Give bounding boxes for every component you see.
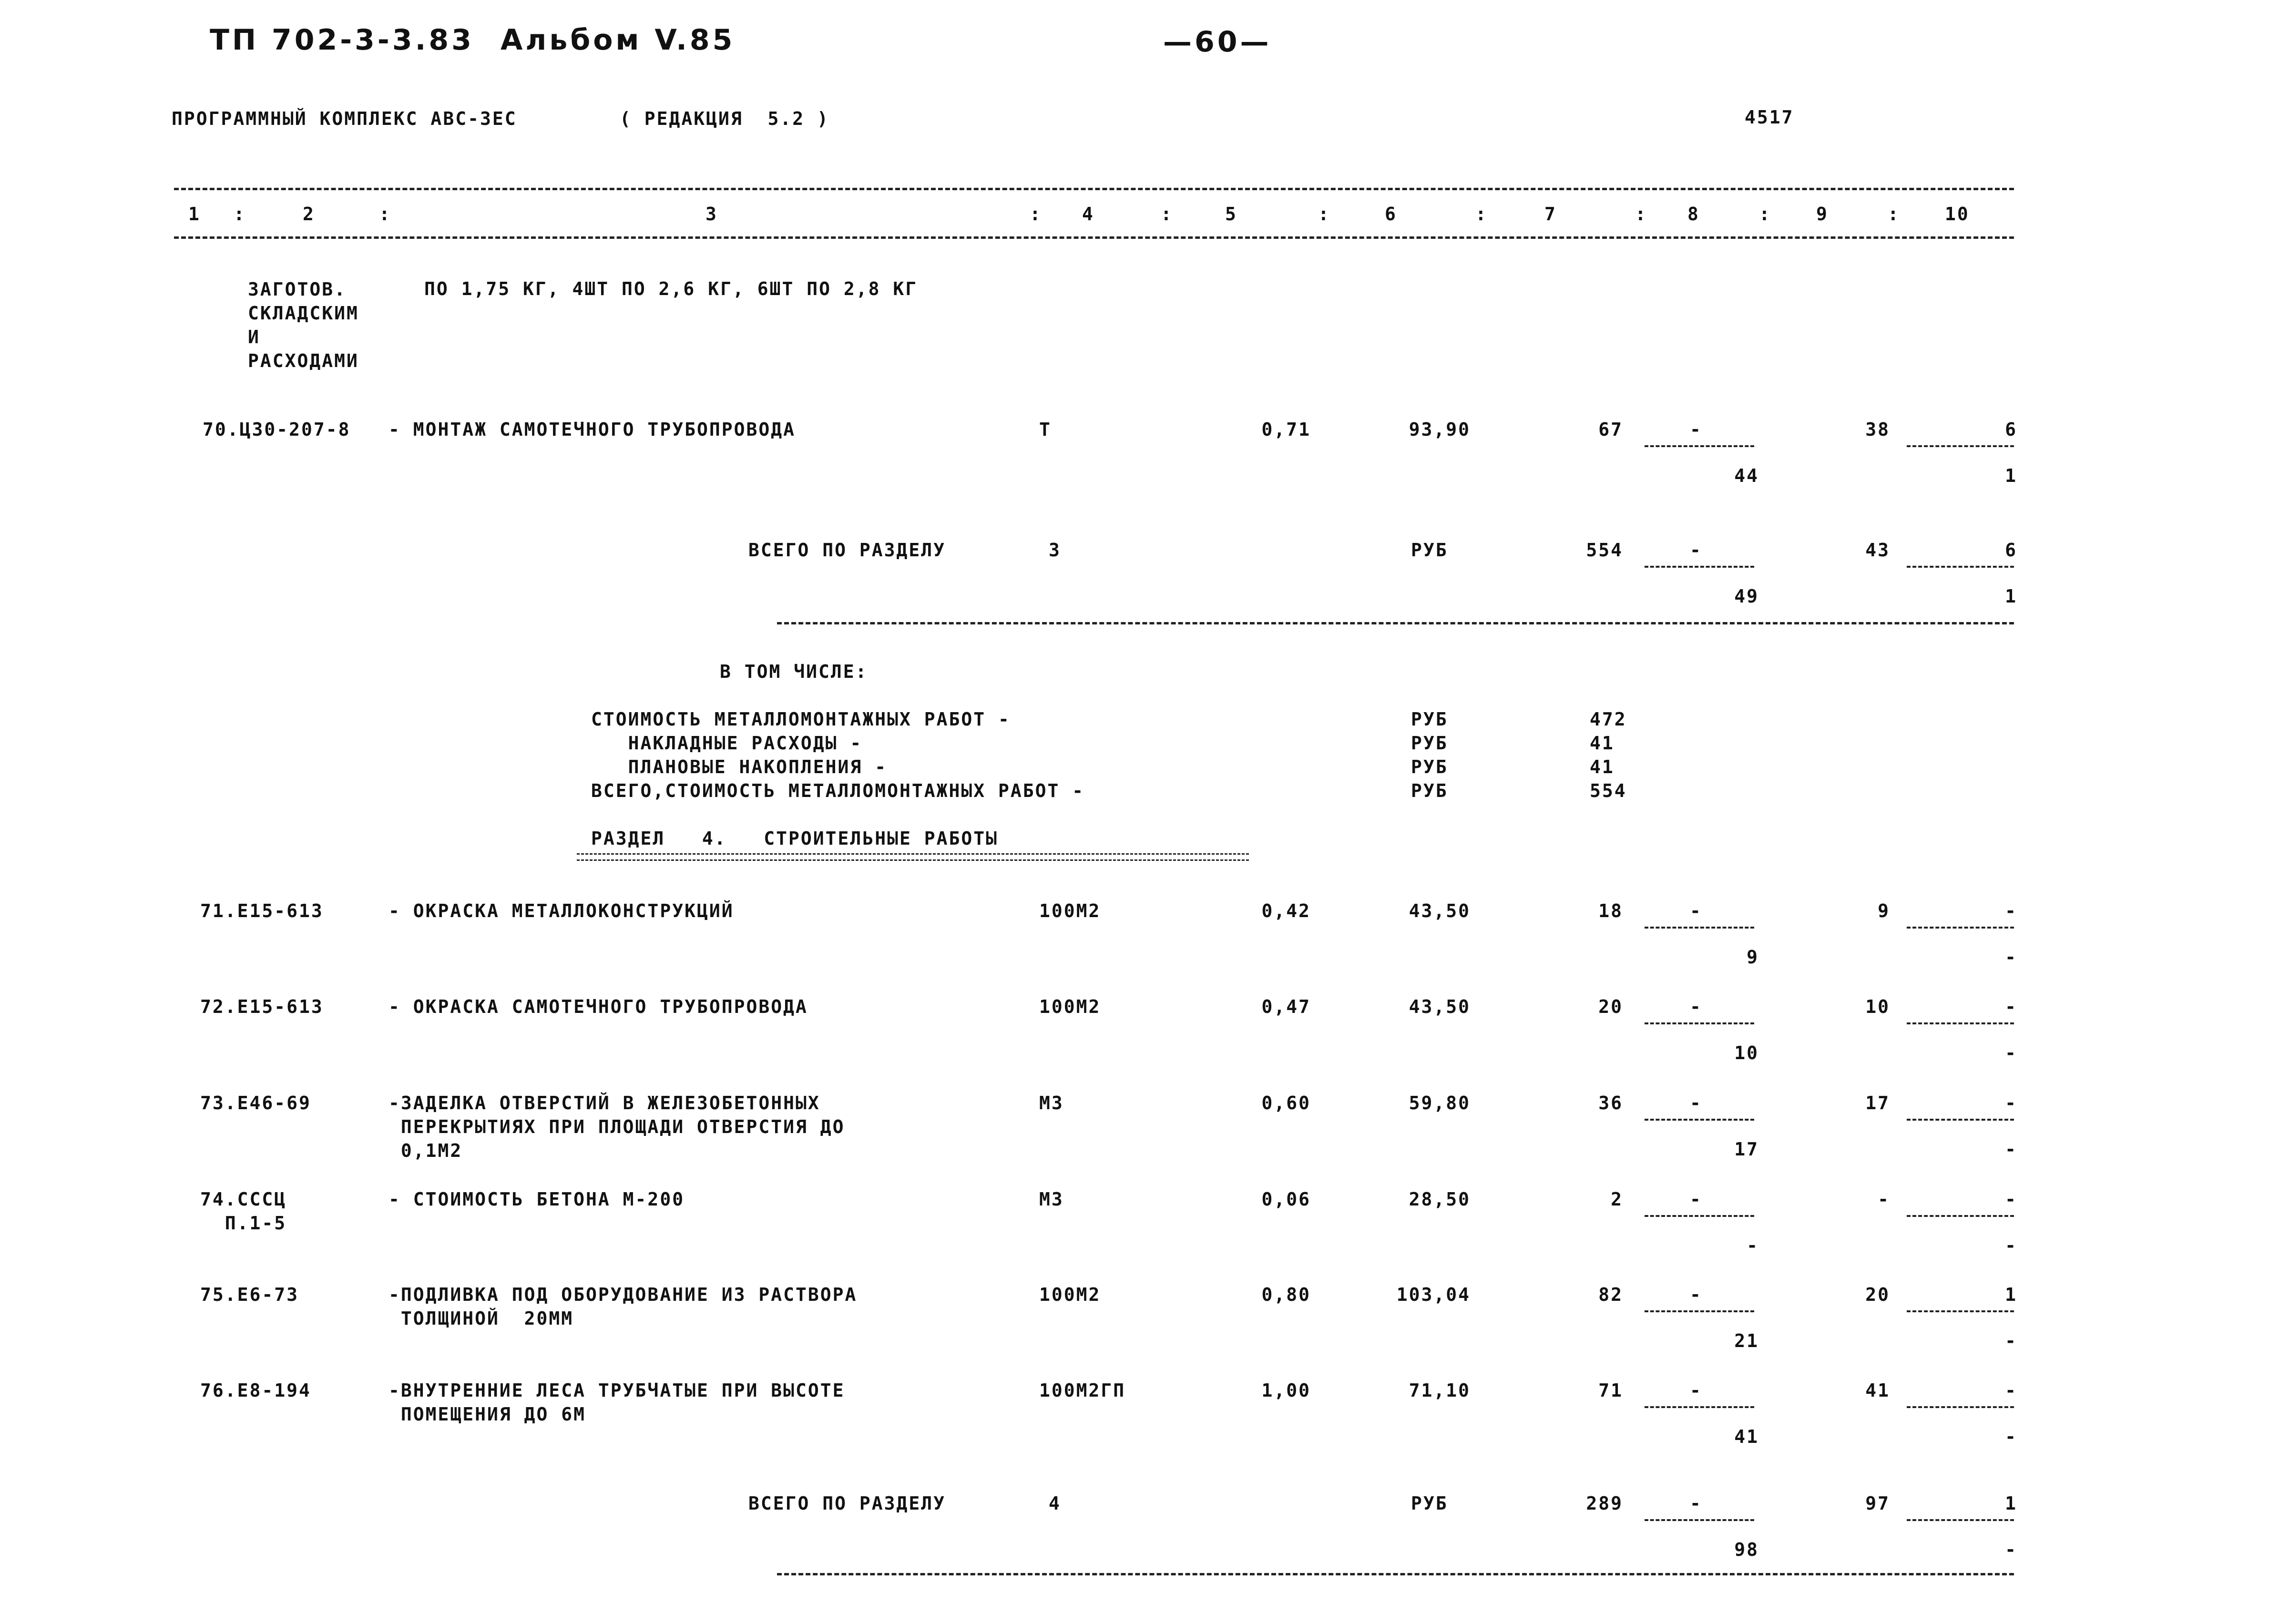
handwritten-album: Альбом V.85 [501,23,736,57]
row-quantity: 0,42 [1261,900,1311,921]
total-cell: 82 [1598,1284,1623,1305]
column-header-3: 3 [705,204,718,225]
col8-bottom-cell: 17 [1734,1139,1759,1160]
price-cell: 93,90 [1409,419,1471,440]
row-description: -ЗАДЕЛКА ОТВЕРСТИЙ В ЖЕЛЕЗОБЕТОННЫХ [388,1093,820,1113]
including-line-value: 554 [1590,780,1627,801]
row-code-line2: П.1-5 [200,1213,287,1234]
row-quantity: 0,47 [1261,996,1311,1017]
section-total-label: ВСЕГО ПО РАЗДЕЛУ [748,1493,946,1514]
row-description: - ОКРАСКА МЕТАЛЛОКОНСТРУКЦИЙ [388,900,734,921]
row-description: ПЕРЕКРЫТИЯХ ПРИ ПЛОЩАДИ ОТВЕРСТИЯ ДО [388,1116,845,1137]
col9-cell: 10 [1865,996,1890,1017]
col10-divider [1907,566,2014,568]
column-separator: : [1759,204,1771,225]
carryover-line: РАСХОДАМИ [248,350,359,371]
col9-cell: 38 [1865,419,1890,440]
header-bottom-rule [174,236,2014,239]
section-title-underline [577,853,1249,861]
row-description: ТОЛЩИНОЙ 20ММ [388,1308,574,1329]
edition: ( РЕДАКЦИЯ 5.2 ) [620,108,829,129]
including-line-text: НАКЛАДНЫЕ РАСХОДЫ - [591,733,863,754]
price-cell: 71,10 [1409,1380,1471,1401]
column-separator: : [1161,204,1173,225]
col8-divider [1645,566,1754,568]
col8-bottom-cell: 49 [1734,586,1759,607]
col8-bottom-cell: 10 [1734,1042,1759,1063]
page-number: —60— [1163,25,1272,59]
including-line-text: ВСЕГО,СТОИМОСТЬ МЕТАЛЛОМОНТАЖНЫХ РАБОТ - [591,780,1085,801]
total-cell: 289 [1586,1493,1623,1514]
row-quantity: 0,60 [1261,1093,1311,1113]
col8-bottom-cell: 98 [1734,1539,1759,1560]
column-header-4: 4 [1082,204,1094,225]
col10-bottom-cell: - [2005,1139,2017,1160]
column-header-6: 6 [1385,204,1397,225]
row-description: 0,1М2 [388,1140,463,1161]
carryover-col2 [248,277,359,373]
including-line-text: СТОИМОСТЬ МЕТАЛЛОМОНТАЖНЫХ РАБОТ - [591,709,1011,730]
price-cell: 43,50 [1409,996,1471,1017]
col10-divider [1907,1519,2014,1521]
column-header-10: 10 [1945,204,1970,225]
col10-divider [1907,1022,2014,1024]
total-cell: 20 [1598,996,1623,1017]
col8-bottom-cell: - [1747,1235,1759,1256]
col10-divider [1907,1119,2014,1121]
column-header-1: 1 [188,204,201,225]
section-title: РАЗДЕЛ 4. СТРОИТЕЛЬНЫЕ РАБОТЫ [591,828,998,849]
row-description: -ПОДЛИВКА ПОД ОБОРУДОВАНИЕ ИЗ РАСТВОРА [388,1284,858,1305]
section-total-unit: РУБ [1411,540,1448,561]
column-header-5: 5 [1225,204,1237,225]
col8-bottom-cell: 9 [1747,947,1759,968]
col10-divider [1907,1215,2014,1217]
including-line-value: 41 [1590,756,1615,777]
col10-top-cell: 1 [2005,1493,2017,1514]
col8-bottom-cell: 21 [1734,1330,1759,1351]
col8-divider [1645,1310,1754,1312]
col10-top-cell: 1 [2005,1284,2017,1305]
col9-cell: 9 [1878,900,1890,921]
row-description: - МОНТАЖ САМОТЕЧНОГО ТРУБОПРОВОДА [388,419,796,440]
row-code: 73.Е46-69 [200,1093,311,1113]
row-description: - СТОИМОСТЬ БЕТОНА М-200 [388,1189,685,1210]
carryover-col3: ПО 1,75 КГ, 4ШТ ПО 2,6 КГ, 6ШТ ПО 2,8 КГ [424,278,918,299]
including-label: В ТОМ ЧИСЛЕ: [720,661,868,682]
col10-divider [1907,1406,2014,1408]
column-separator: : [379,204,391,225]
row-unit: М3 [1039,1189,1064,1210]
row-quantity: 0,06 [1261,1189,1311,1210]
col10-bottom-cell: - [2005,1330,2017,1351]
section-rule [777,1573,2014,1575]
row-code: 76.Е8-194 [200,1380,311,1401]
column-separator: : [1635,204,1647,225]
col9-cell: 20 [1865,1284,1890,1305]
including-line-unit: РУБ [1411,756,1448,777]
total-cell: 2 [1611,1189,1623,1210]
col9-cell: - [1878,1189,1890,1210]
row-description: ПОМЕЩЕНИЯ ДО 6М [388,1404,586,1425]
price-cell: 28,50 [1409,1189,1471,1210]
section-total-unit: РУБ [1411,1493,1448,1514]
price-cell: 43,50 [1409,900,1471,921]
col8-divider [1645,927,1754,929]
col8-top-cell: - [1690,996,1702,1017]
col8-divider [1645,1406,1754,1408]
col8-top-cell: - [1690,1493,1702,1514]
column-header [0,203,2269,225]
col9-cell: 97 [1865,1493,1890,1514]
total-cell: 36 [1598,1093,1623,1113]
col10-divider [1907,445,2014,447]
col10-divider [1907,927,2014,929]
row-unit: М3 [1039,1093,1064,1113]
row-unit: Т [1039,419,1052,440]
including-line-unit: РУБ [1411,780,1448,801]
including-line-value: 41 [1590,733,1615,754]
row-code: 75.Е6-73 [200,1284,299,1305]
col8-divider [1645,445,1754,447]
row-unit: 100М2 [1039,900,1101,921]
price-cell: 103,04 [1396,1284,1471,1305]
col10-bottom-cell: - [2005,1235,2017,1256]
col8-top-cell: - [1690,1189,1702,1210]
col9-cell: 17 [1865,1093,1890,1113]
including-line-unit: РУБ [1411,733,1448,754]
carryover-line: ЗАГОТОВ. [248,279,347,300]
col8-top-cell: - [1690,900,1702,921]
carryover-line: И [248,327,260,347]
col10-top-cell: 6 [2005,540,2017,561]
including-line-text: ПЛАНОВЫЕ НАКОПЛЕНИЯ - [591,756,888,777]
column-header-7: 7 [1544,204,1557,225]
handwritten-ref: ТП 702-3-3.83 [210,23,474,57]
col8-bottom-cell: 44 [1734,465,1759,486]
carryover-line: СКЛАДСКИМ [248,303,359,324]
col8-top-cell: - [1690,1093,1702,1113]
row-unit: 100М2 [1039,1284,1101,1305]
col8-divider [1645,1022,1754,1024]
doc-code: 4517 [1745,107,1794,128]
section-number: 4 [1049,1493,1061,1514]
total-cell: 18 [1598,900,1623,921]
col8-top-cell: - [1690,419,1702,440]
row-description: -ВНУТРЕННИЕ ЛЕСА ТРУБЧАТЫЕ ПРИ ВЫСОТЕ [388,1380,845,1401]
col10-bottom-cell: - [2005,1042,2017,1063]
row-description: - ОКРАСКА САМОТЕЧНОГО ТРУБОПРОВОДА [388,996,808,1017]
column-header-8: 8 [1687,204,1700,225]
col10-top-cell: - [2005,1380,2017,1401]
col8-divider [1645,1119,1754,1121]
row-code: 70.Ц30-207-8 [203,419,351,440]
section-number: 3 [1049,540,1061,561]
col10-bottom-cell: - [2005,1426,2017,1447]
col8-divider [1645,1215,1754,1217]
header-top-rule [174,188,2014,190]
col8-top-cell: - [1690,1380,1702,1401]
col8-bottom-cell: 41 [1734,1426,1759,1447]
including-line-value: 472 [1590,709,1627,730]
col10-top-cell: 6 [2005,419,2017,440]
row-quantity: 0,71 [1261,419,1311,440]
section-total-label: ВСЕГО ПО РАЗДЕЛУ [748,540,946,561]
col8-divider [1645,1519,1754,1521]
row-code: 71.Е15-613 [200,900,324,921]
total-cell: 71 [1598,1380,1623,1401]
row-code: 74.СССЦ [200,1189,287,1210]
row-quantity: 1,00 [1261,1380,1311,1401]
total-cell: 67 [1598,419,1623,440]
including-line-unit: РУБ [1411,709,1448,730]
row-code: 72.Е15-613 [200,996,324,1017]
section-rule [777,622,2014,624]
col10-top-cell: - [2005,900,2017,921]
column-separator: : [1318,204,1330,225]
row-unit: 100М2ГП [1039,1380,1126,1401]
col10-bottom-cell: - [2005,1539,2017,1560]
column-separator: : [234,204,246,225]
column-separator: : [1030,204,1042,225]
col10-top-cell: - [2005,1093,2017,1113]
col8-top-cell: - [1690,540,1702,561]
col10-bottom-cell: 1 [2005,586,2017,607]
col8-top-cell: - [1690,1284,1702,1305]
row-quantity: 0,80 [1261,1284,1311,1305]
col10-divider [1907,1310,2014,1312]
col10-bottom-cell: - [2005,947,2017,968]
col9-cell: 41 [1865,1380,1890,1401]
col10-bottom-cell: 1 [2005,465,2017,486]
column-header-9: 9 [1816,204,1829,225]
column-separator: : [1888,204,1900,225]
col9-cell: 43 [1865,540,1890,561]
col10-top-cell: - [2005,996,2017,1017]
column-header-2: 2 [303,204,315,225]
program-name: ПРОГРАММНЫЙ КОМПЛЕКС АВС-3ЕС [172,108,517,129]
column-separator: : [1475,204,1488,225]
col10-top-cell: - [2005,1189,2017,1210]
price-cell: 59,80 [1409,1093,1471,1113]
row-unit: 100М2 [1039,996,1101,1017]
total-cell: 554 [1586,540,1623,561]
